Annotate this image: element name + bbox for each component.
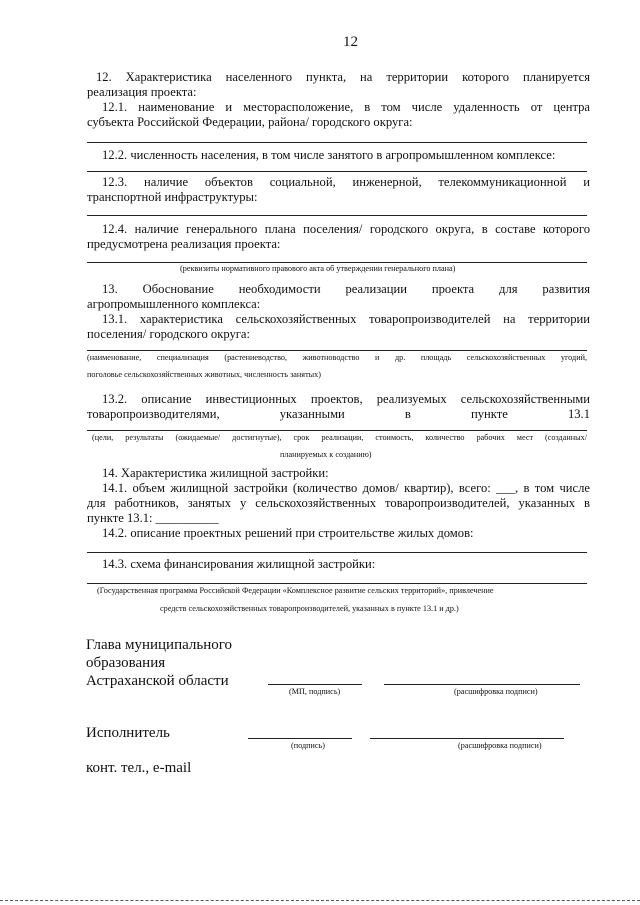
section-13-line1: 13. Обоснование необходимости реализации проекта для развития: [102, 282, 590, 296]
executor-signature-line: [248, 738, 352, 739]
signatory-head-line3: Астраханской области: [86, 673, 229, 689]
caption-12-4: (реквизиты нормативного правового акта об утверждении генерального плана): [180, 264, 456, 273]
page-bottom-edge: [0, 900, 640, 901]
section-12-4-line2: предусмотрена реализация проекта:: [87, 237, 281, 251]
answer-line-13-2: [87, 430, 587, 431]
page-number: 12: [343, 34, 358, 50]
section-14-title: 14. Характеристика жилищной застройки:: [102, 466, 329, 480]
section-12-1-line2: субъекта Российской Федерации, района/ городского округа:: [87, 115, 413, 129]
section-12-title-line2: реализация проекта:: [87, 85, 197, 99]
section-13-2-line2: товаропроизводителями, указанными в пункте 13.1: [87, 407, 590, 421]
head-name-caption: (расшифровка подписи): [454, 687, 538, 696]
signatory-head-line1: Глава муниципального: [86, 637, 233, 653]
head-signature-caption: (МП, подпись): [289, 687, 341, 696]
section-14-1-line2: для работников, занятых у сельскохозяйственных товаропроизводителей, указанных в: [87, 496, 590, 510]
caption-14-3-line1: (Государственная программа Российской Федерации «Комплексное развитие сельских территорий», привлечение: [97, 586, 494, 595]
caption-13-2-line2: планируемых к созданию): [280, 450, 372, 459]
section-13-1-line1: 13.1. характеристика сельскохозяйственных товаропроизводителей на территории: [102, 312, 590, 326]
caption-14-3-line2: средств сельскохозяйственных товаропроизводителей, указанных в пункте 13.1 и др.): [160, 604, 459, 613]
answer-line-12-1: [87, 142, 587, 143]
section-12-1-line1: 12.1. наименование и месторасположение, в том числе удаленность от центра: [102, 100, 590, 114]
head-signature-line: [268, 684, 362, 685]
answer-line-13-1: [87, 350, 587, 351]
section-12-4-line1: 12.4. наличие генерального плана поселения/ городского округа, в составе которого: [102, 222, 590, 236]
section-12-2: 12.2. численность населения, в том числе занятого в агропромышленном комплексе:: [102, 148, 556, 162]
section-12-3-line1: 12.3. наличие объектов социальной, инженерной, телекоммуникационной и: [102, 175, 590, 189]
section-14-1-line1: 14.1. объем жилищной застройки (количество домов/ квартир), всего: ___, в том числе: [102, 481, 590, 495]
answer-line-12-4: [87, 262, 587, 263]
executor-signature-caption: (подпись): [291, 741, 325, 750]
executor-name-caption: (расшифровка подписи): [458, 741, 542, 750]
caption-13-1-line2: поголовье сельскохозяйственных животных, численность занятых): [87, 370, 321, 379]
caption-13-2-line1: (цели, результаты (ожидаемые/ достигнутые), срок реализации, стоимость, количество рабочих мест (созданных/: [92, 433, 587, 442]
answer-line-12-3: [87, 215, 587, 216]
signatory-executor: Исполнитель: [86, 725, 170, 741]
section-13-2-line1: 13.2. описание инвестиционных проектов, реализуемых сельскохозяйственными: [102, 392, 590, 406]
section-14-1-line3: пункте 13.1: __________: [87, 511, 219, 525]
section-12-title-line1: 12. Характеристика населенного пункта, на территории которого планируется: [96, 70, 590, 84]
head-name-line: [384, 684, 580, 685]
executor-name-line: [370, 738, 564, 739]
answer-line-14-2: [87, 552, 587, 553]
section-14-2: 14.2. описание проектных решений при строительстве жилых домов:: [102, 526, 474, 540]
answer-line-14-3: [87, 583, 587, 584]
signatory-head-line2: образования: [86, 655, 166, 671]
section-13-line2: агропромышленного комплекса:: [87, 297, 261, 311]
contact-line: конт. тел., e-mail: [86, 760, 192, 776]
caption-13-1-line1: (наименование, специализация (растениеводство, животноводство и др. площадь сельскохозяйственных угодий,: [87, 353, 587, 362]
section-14-3: 14.3. схема финансирования жилищной застройки:: [102, 557, 376, 571]
section-12-3-line2: транспортной инфраструктуры:: [87, 190, 258, 204]
answer-line-12-2: [87, 171, 587, 172]
section-13-1-line2: поселения/ городского округа:: [87, 327, 251, 341]
